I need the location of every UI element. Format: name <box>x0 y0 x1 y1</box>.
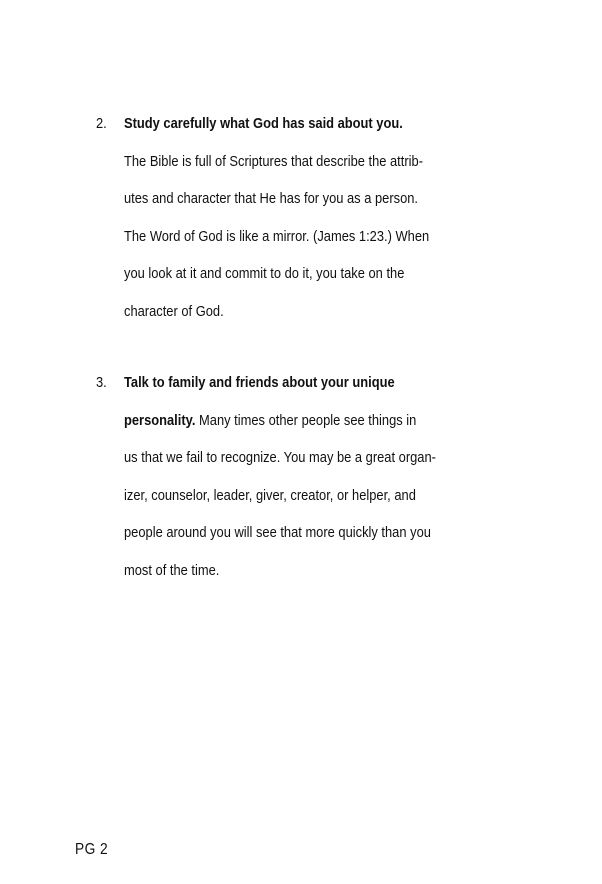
item-heading: Study carefully what God has said about you. <box>124 115 403 132</box>
body-line-mixed <box>124 402 442 440</box>
list-number: 2. <box>96 115 107 132</box>
body-line: most of the time. <box>124 561 220 579</box>
body-line: utes and character that He has for you as a person. <box>124 190 419 207</box>
list-item-body <box>124 105 494 330</box>
body-line: you look at it and commit to do it, you take on the <box>124 265 405 282</box>
body-line: The Word of God is like a mirror. (James 1:23.) When <box>124 227 430 245</box>
body-line: people around you will see that more quickly than you <box>124 524 431 541</box>
page-number: PG 2 <box>75 841 109 858</box>
body-line: character of God. <box>124 302 224 320</box>
body-line: The Bible is full of Scriptures that describe the attrib- <box>124 152 423 170</box>
body-line: izer, counselor, leader, giver, creator, or helper, and <box>124 486 416 504</box>
body-line: us that we fail to recognize. You may be a great organ- <box>124 449 436 466</box>
body-text: Many times other people see things in <box>195 411 417 429</box>
item-heading: Talk to family and friends about your unique <box>124 374 395 391</box>
item-heading-continued: personality. <box>124 411 196 429</box>
list-item-body <box>124 364 494 589</box>
list-number: 3. <box>96 374 107 391</box>
